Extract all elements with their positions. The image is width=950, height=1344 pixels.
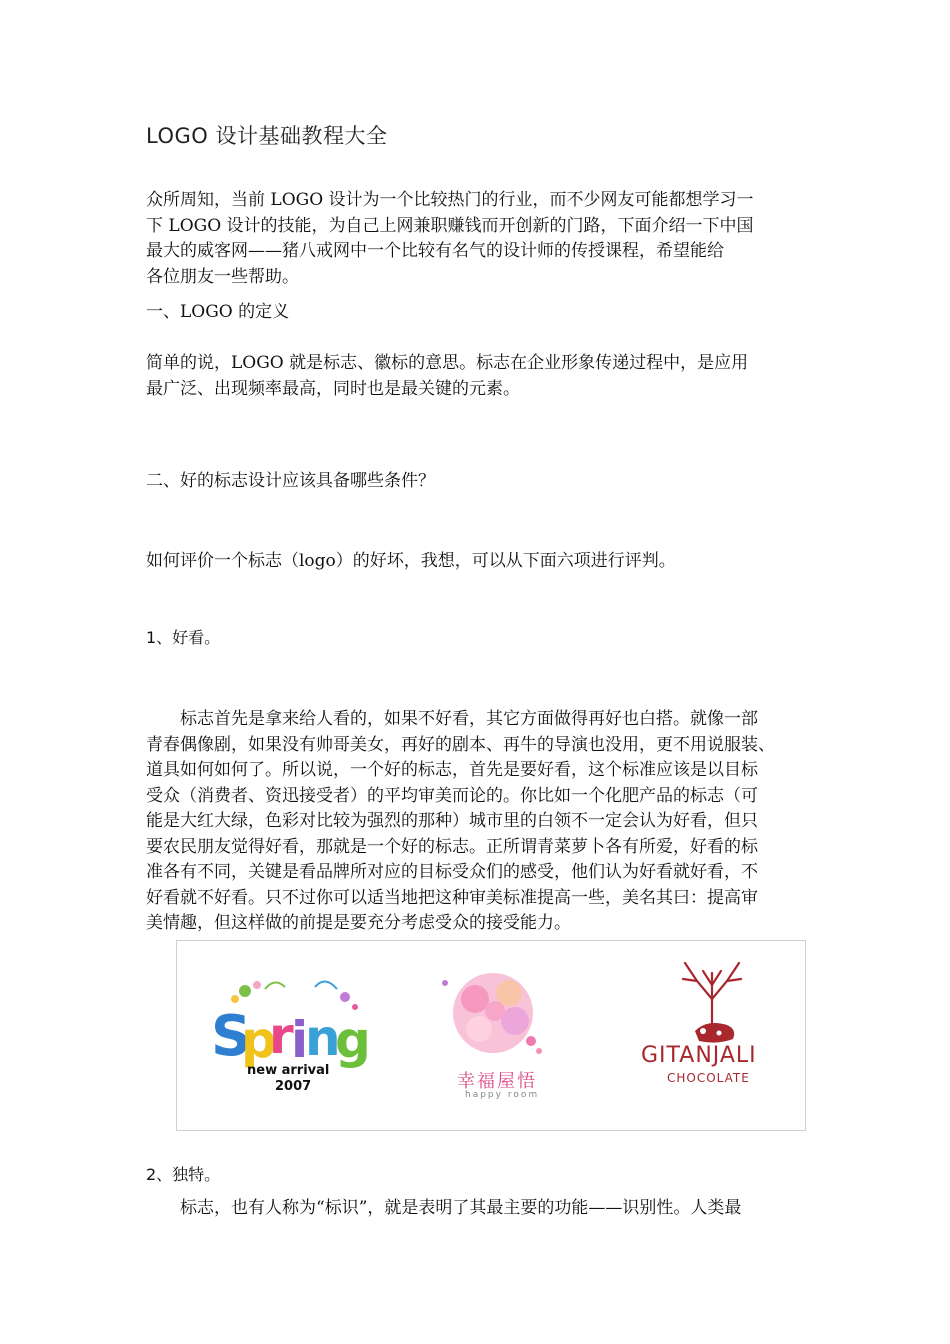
svg-text:i: i [291, 1011, 305, 1069]
gitanjali-logo [637, 959, 787, 1119]
gitanjali-sub: CHOCOLATE [667, 1071, 750, 1085]
svg-text:S: S [211, 1004, 248, 1069]
text-line: 标志首先是拿来给人看的，如果不好看，其它方面做得再好也白搭。就像一部 [180, 709, 758, 729]
svg-text:r: r [269, 1007, 290, 1065]
item2-paragraph [146, 1196, 836, 1222]
text-line: 道具如何如何了。所以说，一个好的标志，首先是要好看，这个标准应该是以目标 [146, 760, 758, 780]
intro-paragraph [146, 188, 836, 290]
text-line: 能是大红大绿，色彩对比较为强烈的那种）城市里的白领不一定会认为好看，但只 [146, 811, 758, 831]
text-line: 受众（消费者、资迅接受者）的平均审美而论的。你比如一个化肥产品的标志（可 [146, 785, 758, 806]
svg-text:p: p [241, 1011, 273, 1069]
item1-paragraph [146, 707, 846, 937]
flower-icon [435, 963, 555, 1073]
svg-text:g: g [335, 1011, 367, 1069]
spring-logo [205, 977, 375, 1107]
svg-text:n: n [305, 1009, 337, 1067]
text-line: 标志，也有人称为“标识”，就是表明了其最主要的功能——识别性。人类最 [180, 1198, 742, 1218]
section2-heading: 二、好的标志设计应该具备哪些条件？ [146, 471, 435, 491]
section1-paragraph [146, 351, 836, 402]
text-line: 美情趣，但这样做的前提是要充分考虑受众的接受能力。 [146, 913, 571, 933]
text-line: 准各有不同，关键是看品牌所对应的目标受众们的感受，他们认为好看就好看，不 [146, 862, 758, 882]
text-line: 最广泛、出现频率最高，同时也是最关键的元素。 [146, 378, 520, 399]
document-title: LOGO 设计基础教程大全 [146, 124, 388, 148]
spring-subtitle: new arrival [247, 1063, 330, 1078]
gitanjali-name: GITANJALI [641, 1043, 757, 1068]
text-line: 最大的威客网——猪八戒网中一个比较有名气的设计师的传授课程，希望能给 [146, 241, 724, 261]
text-line: 下 LOGO 设计的技能，为自己上网兼职赚钱而开创新的门路，下面介绍一下中国 [146, 215, 754, 236]
text-line: 各位朋友一些帮助。 [146, 266, 299, 287]
item2-heading: 2、独特。 [146, 1165, 221, 1184]
happy-room-cn: 幸福屋悟 [457, 1071, 537, 1092]
text-line: 要农民朋友觉得好看，那就是一个好的标志。正所谓青菜萝卜各有所爱，好看的标 [146, 836, 758, 857]
deer-tree-icon [637, 959, 787, 1049]
text-line: 青春偶像剧，如果没有帅哥美女，再好的剧本、再牛的导演也没用，更不用说服装、 [146, 734, 775, 755]
text-line: 简单的说，LOGO 就是标志、徽标的意思。标志在企业形象传递过程中，是应用 [146, 353, 749, 373]
happy-room-en: happy room [465, 1090, 540, 1100]
section1-heading: 一、LOGO 的定义 [146, 302, 290, 322]
section2-paragraph: 如何评价一个标志（logo）的好坏，我想，可以从下面六项进行评判。 [146, 551, 676, 571]
logo-examples-image [176, 940, 806, 1131]
spring-year: 2007 [275, 1079, 312, 1094]
happy-room-logo [435, 963, 555, 1123]
text-line: 众所周知，当前 LOGO 设计为一个比较热门的行业，而不少网友可能都想学习一 [146, 190, 754, 210]
text-line: 好看就不好看。只不过你可以适当地把这种审美标准提高一些，美名其曰：提高审 [146, 887, 758, 908]
item1-heading: 1、好看。 [146, 628, 221, 647]
